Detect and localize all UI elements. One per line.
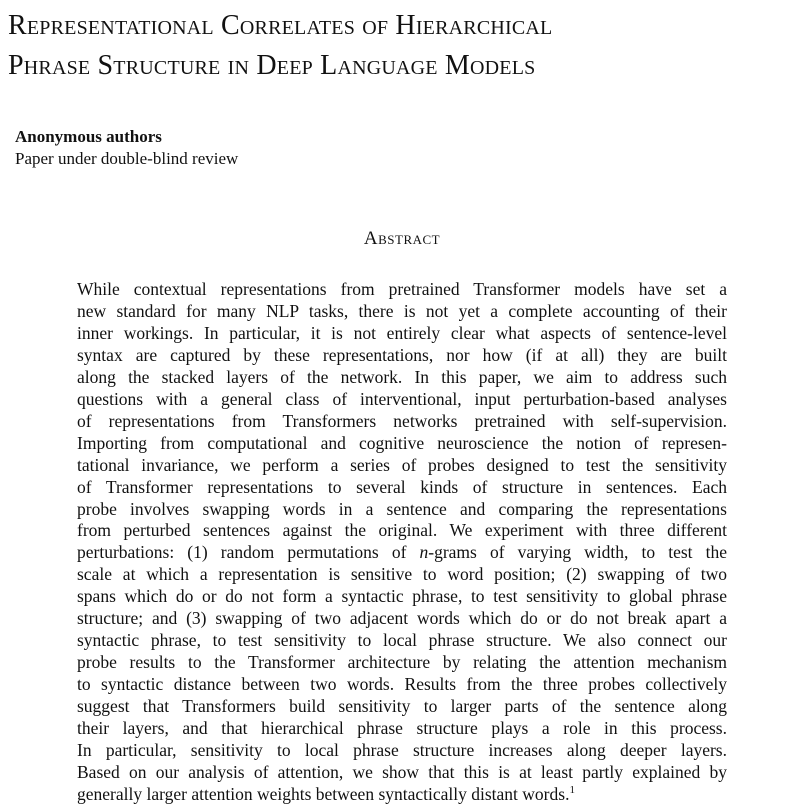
author-names: Anonymous authors xyxy=(15,127,162,146)
abstract-line: tational invariance, we perform a series of probes designed to test the sensitivity xyxy=(77,454,727,475)
abstract-line: to syntactic distance between two words. Results from the three probes collectively xyxy=(77,674,727,695)
abstract-line: along the stacked layers of the network. In this paper, we aim to address such xyxy=(77,366,727,387)
abstract-line-last-text: generally larger attention weights between syntactically distant words. xyxy=(77,783,570,804)
abstract-line: probe involves swapping words in a sentence and comparing the representations xyxy=(77,498,727,519)
abstract-line: of Transformer representations to several kinds of structure in sentences. Each xyxy=(77,476,727,497)
abstract-line: questions with a general class of interventional, input perturbation-based analyses xyxy=(77,388,727,409)
abstract-line: While contextual representations from pretrained Transformer models have set a xyxy=(77,279,727,299)
math-n: n xyxy=(419,542,429,563)
abstract-line: syntactic phrase, to test sensitivity to local phrase structure. We also connect our xyxy=(77,630,727,651)
abstract-line: their layers, and that hierarchical phrase structure plays a role in this process. xyxy=(77,718,727,739)
abstract-line: Based on our analysis of attention, we show that this is at least partly explained by xyxy=(77,761,727,782)
abstract-line: Importing from computational and cognitive neuroscience the notion of represen- xyxy=(77,432,727,453)
paper-title xyxy=(8,6,800,86)
abstract-line: spans which do or do not form a syntactic phrase, to test sensitivity to global phrase xyxy=(77,586,727,607)
abstract-line: scale at which a representation is sensitive to word position; (2) swapping of two xyxy=(77,564,727,585)
abstract-line: structure; and (3) swapping of two adjacent words which do or do not break apart a xyxy=(77,608,727,629)
abstract-line: from perturbed sentences against the original. We experiment with three different xyxy=(77,520,727,541)
abstract-line-last xyxy=(77,784,727,806)
abstract-line: syntax are captured by these representations, nor how (if at all) they are built xyxy=(77,344,727,365)
footnote-marker[interactable]: 1 xyxy=(569,784,575,797)
abstract-line: suggest that Transformers build sensitivity to larger parts of the sentence along xyxy=(77,696,727,717)
abstract-line: inner workings. In particular, it is not entirely clear what aspects of sentence-level xyxy=(77,322,727,343)
abstract-line: new standard for many NLP tasks, there is not yet a complete accounting of their xyxy=(77,300,727,321)
title-line-1: Representational Correlates of Hierarchical xyxy=(8,10,553,41)
abstract-line: probe results to the Transformer architecture by relating the attention mechanism xyxy=(77,652,727,673)
abstract-heading: Abstract xyxy=(363,228,441,249)
abstract-line: In particular, sensitivity to local phrase structure increases along deeper layers. xyxy=(77,740,727,761)
abstract-line: perturbations: (1) random permutations of n-grams of varying width, to test the xyxy=(77,542,727,563)
abstract-line: of representations from Transformers networks pretrained with self-supervision. xyxy=(77,410,727,431)
abstract-body xyxy=(77,279,727,806)
title-line-2: Phrase Structure in Deep Language Models xyxy=(8,50,536,81)
author-block xyxy=(15,126,238,170)
author-affiliation: Paper under double-blind review xyxy=(15,149,239,168)
